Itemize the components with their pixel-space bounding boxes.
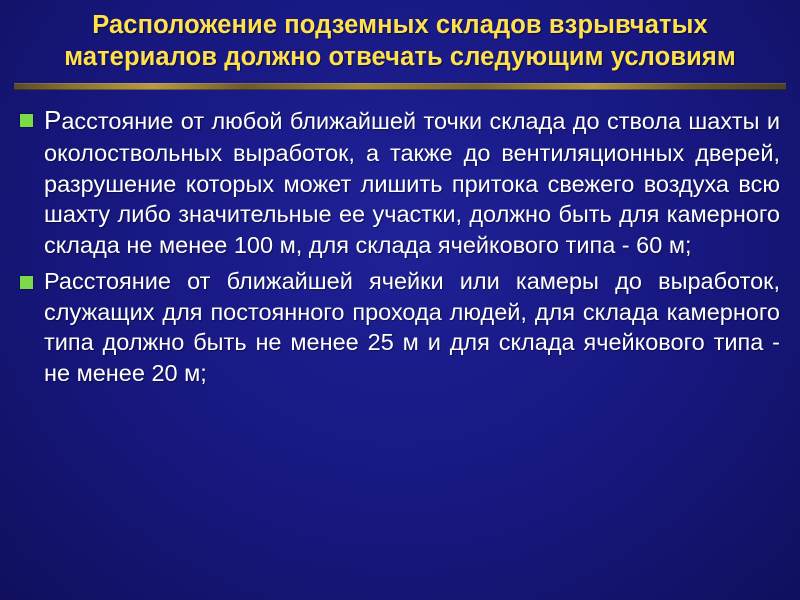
list-item — [18, 266, 780, 388]
square-bullet-icon — [20, 276, 33, 289]
list-item-body: асстояние от любой ближайшей точки склада до ствола шахты и околоствольных выработок, а также до вентиляционных дверей, разрушение которых может лишить притока свежего воздуха всю шахту либо значительные ее участки, должно быть для камерного склада не менее 100 м, для склада ячейкового типа - 60 м; — [44, 108, 780, 258]
list-item-text — [44, 266, 780, 388]
list-item-body: Расстояние от ближайшей ячейки или камеры до выработок, служащих для постоянного прохода людей, для склада камерного типа должно быть не менее 25 м и для склада ячейкового типа - не менее 20 м; — [44, 268, 780, 386]
page-title: Расположение подземных складов взрывчатых материалов должно отвечать следующим условиям — [64, 11, 736, 71]
title-divider — [14, 83, 786, 90]
square-bullet-icon — [20, 114, 33, 127]
drop-cap: Р — [44, 105, 62, 136]
slide-body — [0, 90, 800, 388]
list-item — [18, 104, 780, 260]
list-item-text — [44, 104, 780, 260]
